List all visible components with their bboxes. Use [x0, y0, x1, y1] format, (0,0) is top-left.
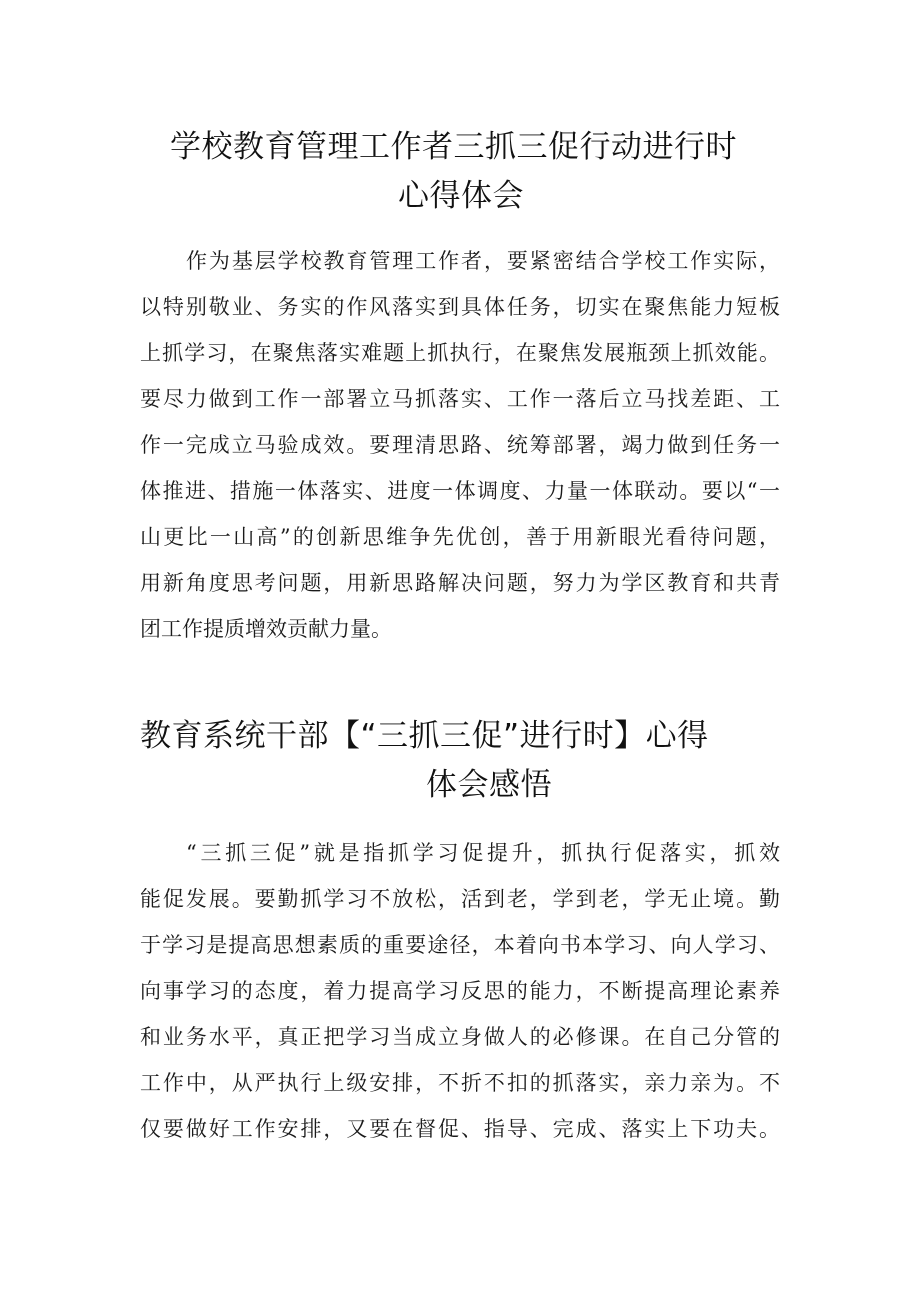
section1-title-line2: 心得体会	[398, 178, 524, 214]
section1-paragraph-line: 上抓学习，在聚焦落实难题上抓执行，在聚焦发展瓶颈上抓效能。	[140, 341, 780, 365]
section1-paragraph-line: 作为基层学校教育管理工作者，要紧密结合学校工作实际，	[186, 249, 780, 273]
section2-title-line1: 教育系统干部【“三抓三促”进行时】心得	[140, 718, 709, 754]
section2-paragraph-line: 工作中，从严执行上级安排，不折不扣的抓落实，亲力亲为。不	[140, 1071, 780, 1095]
section2-paragraph-line: 于学习是提高思想素质的重要途径，本着向书本学习、向人学习、	[140, 933, 780, 957]
section2-paragraph-line: 和业务水平，真正把学习当成立身做人的必修课。在自己分管的	[140, 1025, 780, 1049]
section1-paragraph-line: 体推进、措施一体落实、进度一体调度、力量一体联动。要以“一	[140, 479, 780, 503]
section1-paragraph-line: 团工作提质增效贡献力量。	[140, 617, 392, 641]
section1-paragraph-line: 要尽力做到工作一部署立马抓落实、工作一落后立马找差距、工	[140, 387, 780, 411]
section1-paragraph-line: 用新角度思考问题，用新思路解决问题，努力为学区教育和共青	[140, 571, 780, 595]
section1-paragraph-line: 作一完成立马验成效。要理清思路、统筹部署，竭力做到任务一	[140, 433, 780, 457]
section2-paragraph-line: 向事学习的态度，着力提高学习反思的能力，不断提高理论素养	[140, 979, 780, 1003]
section1-paragraph-line: 山更比一山高”的创新思维争先优创，善于用新眼光看待问题，	[140, 525, 780, 549]
section1-title-line1: 学校教育管理工作者三抓三促行动进行时	[170, 129, 737, 165]
section2-paragraph-line: 能促发展。要勤抓学习不放松，活到老，学到老，学无止境。勤	[140, 887, 780, 911]
section1-paragraph-line: 以特别敬业、务实的作风落实到具体任务，切实在聚焦能力短板	[140, 295, 780, 319]
section2-paragraph-line: 仅要做好工作安排，又要在督促、指导、完成、落实上下功夫。	[140, 1117, 780, 1141]
section2-paragraph-line: “三抓三促”就是指抓学习促提升，抓执行促落实，抓效	[186, 841, 780, 865]
section2-title-line2: 体会感悟	[426, 767, 552, 803]
